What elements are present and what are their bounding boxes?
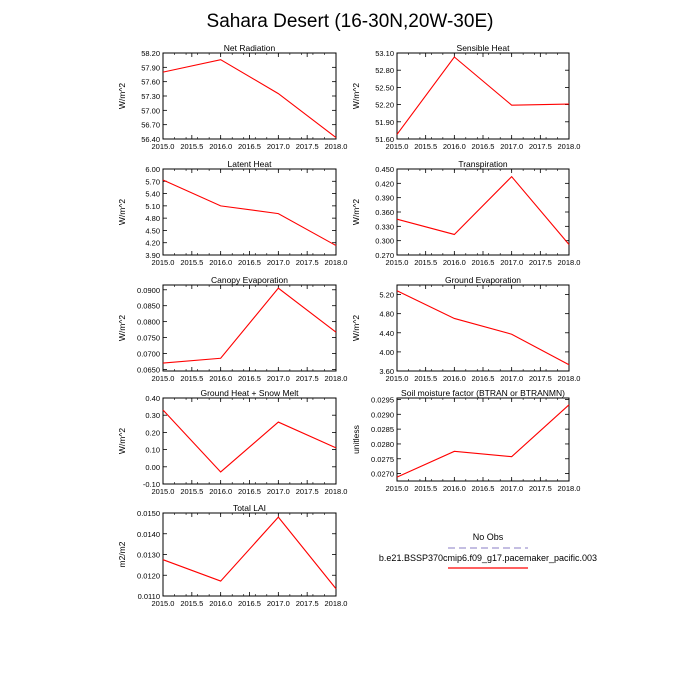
y-tick-label: 0.390 (375, 193, 394, 203)
y-tick-label: 52.80 (375, 66, 394, 76)
y-tick-label: 0.0650 (137, 365, 160, 375)
y-tick-label: 3.60 (379, 367, 394, 376)
y-tick-label: 0.10 (145, 445, 160, 455)
panel-title: Ground Heat + Snow Melt (200, 388, 299, 398)
x-tick-label: 2018.0 (324, 258, 348, 267)
y-tick-label: 0.360 (375, 208, 394, 217)
panel-2 (351, 43, 580, 151)
panel-7 (117, 388, 347, 496)
plot-frame (397, 285, 569, 371)
series-line (397, 57, 569, 134)
x-tick-label: 2016.5 (238, 142, 261, 151)
y-tick-label: 52.20 (375, 100, 394, 110)
x-tick-label: 2015.5 (180, 599, 204, 608)
y-axis-label: W/m^2 (351, 82, 361, 110)
x-tick-label: 2015.5 (414, 258, 438, 267)
y-tick-label: 4.50 (145, 226, 160, 236)
x-tick-label: 2015.5 (180, 142, 204, 151)
series-line (163, 60, 336, 138)
y-axis-label: m2/m2 (117, 541, 127, 568)
y-tick-label: 0.450 (375, 165, 394, 174)
x-tick-label: 2016.0 (209, 142, 233, 151)
legend-model-label: b.e21.BSSP370cmip6.f09_g17.pacemaker_pacific.003 (378, 553, 598, 563)
x-tick-label: 2018.0 (324, 374, 348, 383)
x-tick-label: 2017.0 (500, 142, 524, 151)
x-tick-label: 2016.5 (238, 374, 261, 383)
y-axis-label: W/m^2 (351, 198, 361, 226)
x-tick-label: 2017.0 (266, 142, 290, 151)
y-tick-label: 5.10 (145, 201, 160, 211)
panel-title: Ground Evaporation (444, 275, 522, 285)
y-tick-label: 57.30 (141, 92, 160, 101)
plot-frame (163, 285, 336, 371)
x-tick-label: 2017.0 (266, 599, 290, 608)
y-tick-label: 0.0130 (137, 550, 160, 560)
x-tick-label: 2016.5 (238, 258, 261, 267)
y-tick-label: 56.70 (141, 120, 160, 130)
x-tick-label: 2018.0 (324, 142, 348, 151)
y-tick-label: 0.0800 (137, 317, 160, 327)
x-tick-label: 2015.0 (385, 484, 409, 493)
x-tick-label: 2015.0 (151, 487, 175, 496)
panels-group (117, 43, 580, 608)
series-line (163, 288, 336, 363)
x-tick-label: 2017.5 (295, 487, 319, 496)
x-tick-label: 2017.0 (500, 258, 524, 267)
y-tick-label: 0.40 (145, 394, 160, 403)
series-line (163, 517, 336, 589)
y-tick-label: 0.270 (375, 251, 394, 260)
y-tick-label: 0.330 (375, 222, 394, 232)
plot-frame (397, 53, 569, 139)
y-tick-label: 0.0280 (371, 439, 394, 449)
plot-frame (397, 398, 569, 481)
x-tick-label: 2015.0 (385, 258, 409, 267)
x-tick-label: 2018.0 (557, 374, 581, 383)
x-tick-label: 2015.5 (180, 487, 204, 496)
x-tick-label: 2017.5 (295, 374, 319, 383)
y-tick-label: 5.70 (145, 177, 160, 187)
y-tick-label: 0.0290 (371, 410, 394, 420)
x-tick-label: 2016.0 (209, 374, 233, 383)
x-tick-label: 2015.0 (151, 142, 175, 151)
y-axis-label: unitless (351, 425, 361, 454)
x-tick-label: 2016.5 (471, 142, 495, 151)
x-tick-label: 2016.5 (471, 484, 495, 493)
panel-5 (117, 275, 347, 383)
x-tick-label: 2017.5 (528, 484, 552, 493)
x-tick-label: 2016.0 (442, 484, 466, 493)
panel-title: Canopy Evaporation (210, 275, 289, 285)
x-tick-label: 2015.5 (180, 374, 204, 383)
x-tick-label: 2017.5 (528, 258, 552, 267)
y-tick-label: 0.0140 (137, 529, 160, 539)
x-tick-label: 2016.0 (209, 487, 233, 496)
panel-9 (117, 503, 347, 608)
series-line (397, 177, 569, 245)
x-tick-label: 2015.5 (414, 484, 438, 493)
y-tick-label: 4.00 (379, 347, 394, 357)
x-tick-label: 2015.5 (180, 258, 204, 267)
x-tick-label: 2016.0 (442, 258, 466, 267)
y-tick-label: 51.60 (375, 135, 394, 144)
panel-4 (351, 159, 580, 267)
plot-frame (397, 169, 569, 255)
y-axis-label: W/m^2 (117, 427, 127, 455)
y-tick-label: 57.60 (141, 77, 160, 87)
x-tick-label: 2016.0 (209, 599, 233, 608)
panel-title: Soil moisture factor (BTRAN or BTRANMN) (401, 388, 565, 398)
y-tick-label: 5.40 (145, 189, 160, 199)
x-tick-label: 2016.5 (238, 599, 261, 608)
y-tick-label: 4.20 (145, 238, 160, 248)
y-tick-label: 52.50 (375, 83, 394, 93)
x-tick-label: 2017.0 (266, 487, 290, 496)
plot-frame (163, 513, 336, 596)
x-tick-label: 2017.5 (295, 599, 319, 608)
y-tick-label: 0.0850 (137, 301, 160, 311)
y-tick-label: 3.90 (145, 251, 160, 260)
x-tick-label: 2016.0 (209, 258, 233, 267)
y-tick-label: 0.30 (145, 411, 160, 421)
y-tick-label: 53.10 (375, 49, 394, 58)
series-line (397, 291, 569, 365)
plot-frame (163, 398, 336, 484)
panel-title: Sensible Heat (456, 43, 510, 53)
y-tick-label: 4.80 (379, 309, 394, 319)
legend (379, 532, 597, 568)
y-axis-label: W/m^2 (117, 198, 127, 226)
x-tick-label: 2018.0 (557, 142, 581, 151)
x-tick-label: 2016.5 (238, 487, 261, 496)
x-tick-label: 2017.5 (295, 258, 319, 267)
series-line (163, 180, 336, 246)
panel-title: Transpiration (458, 159, 508, 169)
x-tick-label: 2018.0 (324, 487, 348, 496)
y-axis-label: W/m^2 (351, 314, 361, 342)
y-tick-label: 57.00 (141, 106, 160, 116)
legend-obs-label: No Obs (472, 532, 504, 542)
y-tick-label: 0.0150 (137, 509, 160, 518)
x-tick-label: 2015.5 (414, 142, 438, 151)
y-tick-label: 5.20 (379, 290, 394, 300)
x-tick-label: 2017.5 (295, 142, 319, 151)
panel-1 (117, 43, 347, 151)
y-tick-label: 0.0295 (371, 395, 394, 405)
y-tick-label: 0.0700 (137, 349, 160, 359)
y-tick-label: 0.420 (375, 179, 394, 189)
x-tick-label: 2017.5 (528, 374, 552, 383)
x-tick-label: 2016.0 (442, 374, 466, 383)
x-tick-label: 2016.5 (471, 258, 495, 267)
y-tick-label: 0.0900 (137, 285, 160, 295)
plot-frame (163, 169, 336, 255)
panel-title: Net Radiation (223, 43, 276, 53)
y-tick-label: 0.300 (375, 236, 394, 246)
x-tick-label: 2017.0 (500, 484, 524, 493)
y-tick-label: 4.40 (379, 328, 394, 338)
x-tick-label: 2017.5 (528, 142, 552, 151)
x-tick-label: 2015.0 (151, 374, 175, 383)
y-tick-label: 0.20 (145, 428, 160, 438)
y-axis-label: W/m^2 (117, 82, 127, 110)
panel-title: Latent Heat (227, 159, 272, 169)
x-tick-label: 2015.0 (385, 374, 409, 383)
figure-title: Sahara Desert (16-30N,20W-30E) (206, 11, 494, 32)
series-line (163, 410, 336, 472)
x-tick-label: 2015.0 (385, 142, 409, 151)
x-tick-label: 2017.0 (266, 258, 290, 267)
y-tick-label: 0.00 (145, 462, 160, 472)
x-tick-label: 2016.0 (442, 142, 466, 151)
x-tick-label: 2015.0 (151, 599, 175, 608)
x-tick-label: 2016.5 (471, 374, 495, 383)
x-tick-label: 2018.0 (557, 258, 581, 267)
y-tick-label: 4.80 (145, 214, 160, 224)
y-tick-label: 0.0750 (137, 333, 160, 343)
y-tick-label: -0.10 (142, 480, 160, 489)
y-axis-label: W/m^2 (117, 314, 127, 342)
x-tick-label: 2015.0 (151, 258, 175, 267)
series-line (397, 405, 569, 477)
panel-title: Total LAI (232, 503, 267, 513)
panel-8 (351, 388, 580, 493)
y-tick-label: 51.90 (375, 117, 394, 127)
panel-6 (351, 275, 580, 383)
panel-3 (117, 159, 347, 267)
plot-frame (163, 53, 336, 139)
y-tick-label: 57.90 (141, 63, 160, 73)
x-tick-label: 2015.5 (414, 374, 438, 383)
y-tick-label: 0.0120 (137, 571, 160, 581)
x-tick-label: 2018.0 (324, 599, 348, 608)
y-tick-label: 0.0285 (371, 425, 394, 435)
x-tick-label: 2017.0 (500, 374, 524, 383)
y-tick-label: 58.20 (141, 49, 160, 58)
x-tick-label: 2018.0 (557, 484, 581, 493)
y-tick-label: 0.0275 (371, 454, 394, 464)
y-tick-label: 6.00 (145, 165, 160, 174)
x-tick-label: 2017.0 (266, 374, 290, 383)
y-tick-label: 0.0270 (371, 469, 394, 479)
y-tick-label: 56.40 (141, 135, 160, 144)
y-tick-label: 0.0110 (137, 592, 160, 601)
